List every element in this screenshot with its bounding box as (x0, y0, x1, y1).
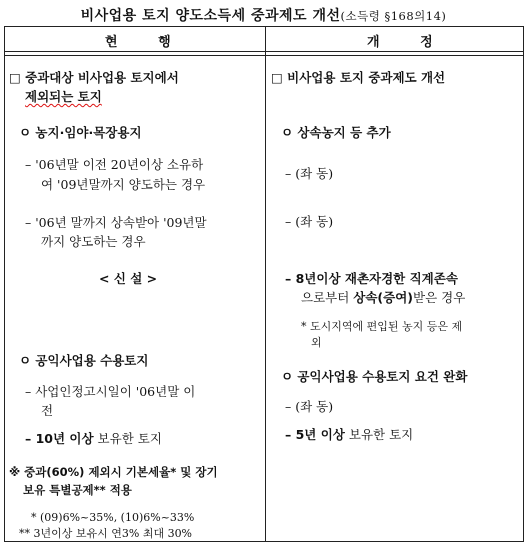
right-new-note-line2: 외 (311, 336, 322, 349)
left-footnote1: * (09)6%~35%, (10)6%~33% (31, 511, 195, 524)
column-divider (265, 27, 266, 541)
left-farm-item1-line2: 여 '09년말까지 양도하는 경우 (41, 177, 206, 192)
title-main: 비사업용 토지 양도소득세 중과제도 개선 (80, 8, 341, 24)
right-new-line2: 으로부터 상속(증여)받은 경우 (301, 290, 466, 305)
left-farm-item2-line1: – '06년 말까지 상속받아 '09년말 (25, 215, 207, 230)
right-public-item: – 5년 이상 보유한 토지 (285, 427, 414, 442)
left-heading-line1: □ 중과대상 비사업용 토지에서 (9, 70, 179, 85)
document-title (0, 5, 527, 25)
right-new-note-line1: * 도시지역에 편입된 농지 등은 제 (301, 320, 463, 333)
right-new-line1: – 8년이상 재촌자경한 직계존속 (285, 271, 458, 286)
left-footnote2: ** 3년이상 보유시 연3% 최대 30% (19, 527, 193, 540)
left-new-label: < 신 설 > (99, 271, 158, 286)
left-farm-title: ㅇ 농지·임야·목장용지 (19, 125, 142, 140)
left-public-item1-line2: 전 (41, 403, 54, 418)
left-public-item1-line1: – 사업인정고시일이 '06년말 이 (25, 384, 196, 399)
left-farm-item2-line2: 까지 양도하는 경우 (41, 234, 146, 249)
left-public-item2: – 10년 이상 보유한 토지 (25, 431, 162, 446)
header-divider-top (5, 51, 523, 52)
column-header-revised: 개 정 (367, 35, 451, 50)
column-header-current: 현 행 (105, 35, 189, 50)
left-public-title: ㅇ 공익사업용 수용토지 (19, 353, 149, 368)
right-same3: – (좌 동) (285, 399, 334, 414)
left-note-line1: ※ 중과(60%) 제외시 기본세율* 및 장기 (9, 465, 218, 479)
right-same1: – (좌 동) (285, 166, 334, 181)
left-note-line2: 보유 특별공제** 적용 (23, 483, 132, 497)
right-same2: – (좌 동) (285, 214, 334, 229)
comparison-table (4, 26, 524, 542)
title-subtitle: (소득령 §168의14) (340, 9, 447, 23)
right-inherit-title: ㅇ 상속농지 등 추가 (281, 125, 391, 140)
left-farm-item1-line1: – '06년말 이전 20년이상 소유하 (25, 157, 204, 172)
header-divider-bottom (5, 55, 523, 56)
right-public-title: ㅇ 공익사업용 수용토지 요건 완화 (281, 369, 468, 384)
right-heading: □ 비사업용 토지 중과제도 개선 (271, 70, 446, 85)
left-heading-line2: 제외되는 토지 (25, 89, 102, 104)
